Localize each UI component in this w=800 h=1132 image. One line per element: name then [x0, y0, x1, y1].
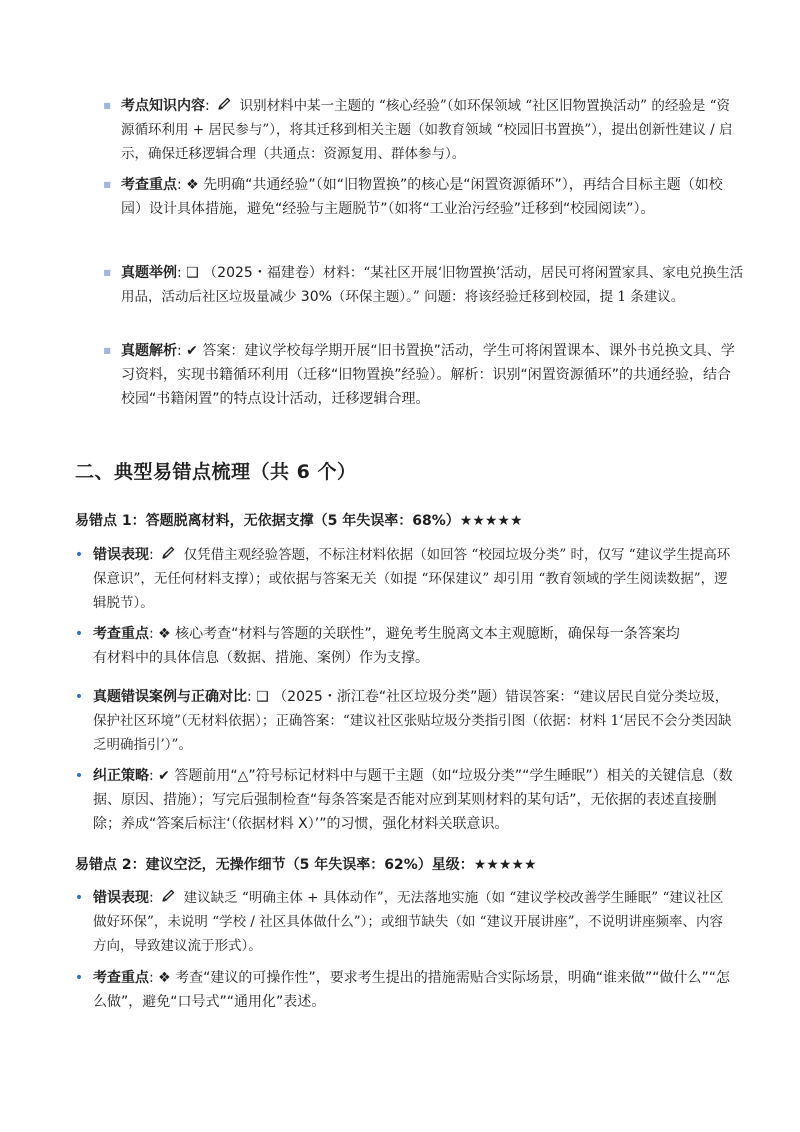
dot-bullet-icon: •	[74, 547, 84, 563]
check-icon: ✔	[158, 768, 170, 784]
list-item: • 错误表现: 建议缺乏 “明确主体 + 具体动作”，无法落地实施（如 “建议学校改善学生睡眠” “建议社区做好环保”，未说明 “学校 / 社区具体做什么”）；或细节缺失（如 “建议开展讲座”，不说明讲座频率、内容方向，导致建议流于形式）。	[93, 886, 733, 958]
dot-bullet-icon: •	[74, 890, 84, 906]
check-icon: ✔	[186, 343, 198, 359]
pencil-icon	[160, 888, 176, 904]
diamond-icon: ❖	[158, 626, 171, 642]
list-item: ■ 考点知识内容: 识别材料中某一主题的 “核心经验”（如环保领域 “社区旧物置换活动” 的经验是 “资源循环利用 + 居民参与”），将其迁移到相关主题（如教育领域 “校园旧书置换”），提出创新性建议 / 启示，确保迁移逻辑合理（共通点：资源复用、群体参与）。	[121, 94, 736, 166]
section-heading: 二、典型易错点梳理（共 6 个）	[75, 461, 357, 483]
dot-bullet-icon: •	[74, 970, 84, 986]
list-item: • 考查重点: ❖ 核心考查“材料与答题的关联性”，避免考生脱离文本主观臆断，确保每一条答案均 有材料中的具体信息（数据、措施、案例）作为支撑。	[93, 622, 733, 670]
square-bullet-icon: ■	[103, 346, 111, 355]
checkbox-icon: ❑	[256, 689, 269, 705]
square-bullet-icon: ■	[103, 101, 111, 110]
list-item: • 错误表现: 仅凭借主观经验答题，不标注材料依据（如回答 “校园垃圾分类” 时，仅写 “建议学生提高环保意识”，无任何材料支撑）；或依据与答案无关（如提 “环保建议” 却引用 “教育领域的学生阅读数据”，逻辑脱节）。	[93, 543, 733, 615]
list-item: • 纠正策略: ✔ 答题前用“△”符号标记材料中与题干主题（如“垃圾分类”“学生睡眠”）相关的关键信息（数据、原因、措施）；写完后强制检查“每条答案是否能对应到某则材料的某句话”，无依据的表述直接删除；养成“答案后标注‘（依据材料 X）’”的习惯，强化材料关联意识。	[93, 764, 738, 836]
list-item: ■ 真题解析: ✔ 答案：建议学校每学期开展“旧书置换”活动，学生可将闲置课本、课外书兑换文具、学习资料，实现书籍循环利用（迁移“旧物置换”经验）。解析：识别“闲置资源循环”的共通经验，结合校园“书籍闲置”的特点设计活动，迁移逻辑合理。	[121, 339, 741, 411]
mistake-title: 易错点 2：建议空泛，无操作细节（5 年失误率：62%）星级：★★★★★	[75, 857, 537, 873]
checkbox-icon: ❑	[186, 265, 199, 281]
list-item: • 考查重点: ❖ 考查“建议的可操作性”，要求考生提出的措施需贴合实际场景，明确“谁来做”“做什么”“怎么做”，避免“口号式”“通用化”表述。	[93, 966, 733, 1014]
dot-bullet-icon: •	[74, 626, 84, 642]
mistake-title: 易错点 1：答题脱离材料，无依据支撑（5 年失误率：68%）★★★★★	[75, 513, 523, 529]
pencil-icon	[160, 545, 176, 561]
pencil-icon	[216, 96, 232, 112]
diamond-icon: ❖	[186, 177, 199, 193]
diamond-icon: ❖	[158, 970, 171, 986]
square-bullet-icon: ■	[103, 180, 111, 189]
square-bullet-icon: ■	[103, 268, 111, 277]
list-item: • 真题错误案例与正确对比: ❑ （2025・浙江卷“社区垃圾分类”题）错误答案：“建议居民自觉分类垃圾，保护社区环境”（无材料依据）；正确答案：“建议社区张贴垃圾分类指引图（依据：材料 1‘居民不会分类因缺乏明确指引’）”。	[93, 685, 738, 757]
dot-bullet-icon: •	[74, 689, 84, 705]
dot-bullet-icon: •	[74, 768, 84, 784]
list-item: ■ 考查重点: ❖ 先明确“共通经验”（如“旧物置换”的核心是“闲置资源循环”），再结合目标主题（如校园）设计具体措施，避免“经验与主题脱节”（如将“工业治污经验”迁移到“校园阅读”）。	[121, 173, 736, 221]
list-item: ■ 真题举例: ❑ （2025・福建卷）材料：“某社区开展‘旧物置换’活动，居民可将闲置家具、家电兑换生活用品，活动后社区垃圾量减少 30%（环保主题）。” 问题：将该经验迁移到校园，提 1 条建议。	[121, 261, 746, 309]
